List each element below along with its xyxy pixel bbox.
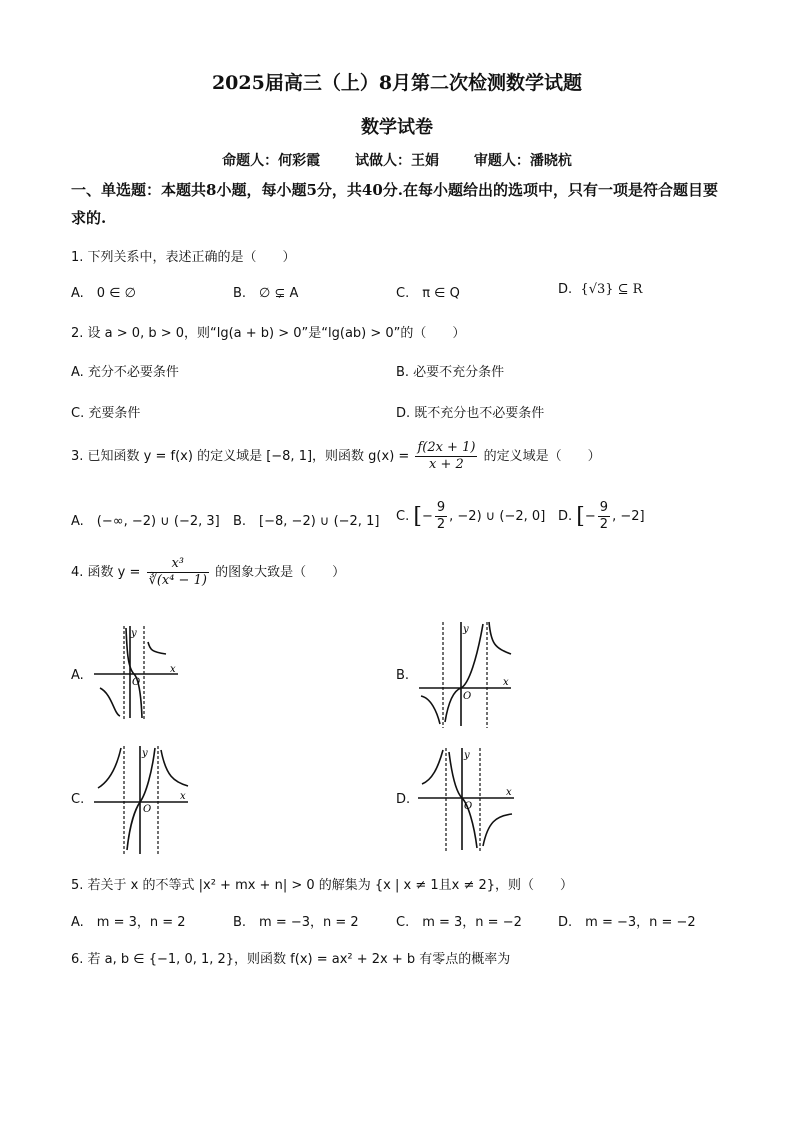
- q4-option-c-label: C.: [71, 792, 85, 807]
- q5-option-d: D. m = −3，n = −2: [558, 915, 696, 930]
- q4-fraction-numerator: x³: [147, 556, 209, 573]
- q4-graph-b-x-label: x: [503, 677, 509, 688]
- q4-graph-a-x-label: x: [170, 664, 176, 675]
- author-tester: 试做人：王娟: [355, 153, 439, 169]
- q4-graph-d: [416, 744, 516, 854]
- page-subtitle: 数学试卷: [361, 117, 433, 138]
- q3-option-c-numerator: 9: [436, 500, 446, 515]
- q2-stem: 2. 设 a > 0, b > 0，则“lg(a + b) > 0”是“lg(ab) > 0”的（ ）: [71, 326, 466, 341]
- q1-stem: 1. 下列关系中，表述正确的是（ ）: [71, 250, 296, 265]
- q4-graph-c-origin: O: [143, 804, 152, 815]
- author-reviewer: 审题人：潘晓杭: [473, 153, 572, 169]
- q2-option-a: A. 充分不必要条件: [71, 365, 179, 380]
- q4-graph-c-x-label: x: [180, 791, 186, 802]
- author-setter: 命题人：何彩霞: [222, 153, 321, 169]
- q1-option-c: C. π ∈ Q: [396, 286, 460, 301]
- q3-fraction-numerator: f(2x + 1): [417, 440, 476, 455]
- q2-option-b: B. 必要不充分条件: [396, 365, 505, 380]
- q4-option-d-label: D.: [396, 792, 411, 807]
- q3-option-c: C. [− $\frac{9}{2}$ , −2) ∪ (−2, 0]: [396, 500, 546, 532]
- q3-option-d-denominator: 2: [599, 517, 609, 532]
- q3-option-b: B. [−8, −2) ∪ (−2, 1]: [233, 514, 380, 529]
- q4-graph-a: [92, 622, 184, 722]
- q4-stem-end: 的图象大致是（ ）: [215, 565, 346, 580]
- q4-graph-d-origin: O: [464, 801, 473, 812]
- section-heading: 一、单选题：本题共8小题，每小题5分，共40分.在每小题给出的选项中，只有一项是符合题目要求的.: [71, 181, 718, 227]
- q3-option-c-denominator: 2: [436, 517, 446, 532]
- q4-graph-a-y-label: y: [131, 628, 137, 639]
- q3-stem-start: 3. 已知函数 y = f(x) 的定义域是 [−8, 1]，则函数 g(x) =: [71, 449, 410, 464]
- q3-option-d: D. [− $\frac{9}{2}$ , −2]: [558, 500, 645, 532]
- q3-option-c-label: C.: [396, 509, 410, 524]
- q5-option-a: A. m = 3，n = 2: [71, 915, 186, 930]
- q3-option-d-rest: , −2]: [612, 509, 645, 524]
- q4-graph-c: [92, 742, 192, 856]
- q2-option-c: C. 充要条件: [71, 406, 141, 421]
- q3-stem: [71, 440, 601, 473]
- q1-option-a: A. 0 ∈ ∅: [71, 286, 136, 301]
- q4-stem-start: 4. 函数 y =: [71, 565, 141, 580]
- q3-option-d-label: D.: [558, 509, 573, 524]
- q1-option-d-label: D.: [558, 282, 573, 297]
- page-title: 2025届高三（上）8月第二次检测数学试题: [211, 72, 583, 94]
- q3-fraction: [415, 440, 477, 473]
- q3-fraction-denominator: x + 2: [429, 457, 464, 472]
- q1-option-b: B. ∅ ⊊ A: [233, 286, 299, 301]
- q3-option-a: A. (−∞, −2) ∪ (−2, 3]: [71, 514, 220, 529]
- q2-option-d: D. 既不充分也不必要条件: [396, 406, 545, 421]
- q4-fraction: [147, 556, 209, 589]
- q4-graph-d-x-label: x: [506, 787, 512, 798]
- q4-stem: [71, 556, 345, 589]
- q4-option-b-label: B.: [396, 668, 410, 683]
- q4-graph-d-y-label: y: [464, 750, 470, 761]
- q5-stem: 5. 若关于 x 的不等式 |x² + mx + n| > 0 的解集为 {x | x ≠ 1且x ≠ 2}，则（ ）: [71, 878, 574, 893]
- q4-graph-b-origin: O: [463, 691, 472, 702]
- q6-stem: 6. 若 a, b ∈ {−1, 0, 1, 2}，则函数 f(x) = ax² + 2x + b 有零点的概率为: [71, 952, 511, 967]
- q1-option-d-expr: {√3} ⊆ R: [580, 282, 643, 297]
- author-line: [0, 150, 794, 170]
- q5-option-c: C. m = 3，n = −2: [396, 915, 522, 930]
- q3-option-d-fraction: [598, 500, 610, 533]
- q5-option-b: B. m = −3，n = 2: [233, 915, 359, 930]
- q1-option-d: [558, 282, 642, 297]
- q3-option-c-fraction: [435, 500, 447, 533]
- q4-graph-b: [415, 618, 515, 730]
- q4-graph-a-origin: O: [132, 677, 141, 688]
- q3-option-d-numerator: 9: [599, 500, 609, 515]
- q4-graph-c-y-label: y: [142, 748, 148, 759]
- q4-fraction-denominator: ∛(x⁴ − 1): [148, 573, 207, 588]
- q4-option-a-label: A.: [71, 668, 84, 683]
- q4-graph-b-y-label: y: [463, 624, 469, 635]
- q3-option-c-rest: , −2) ∪ (−2, 0]: [449, 509, 546, 524]
- q3-stem-end: 的定义域是（ ）: [483, 449, 601, 464]
